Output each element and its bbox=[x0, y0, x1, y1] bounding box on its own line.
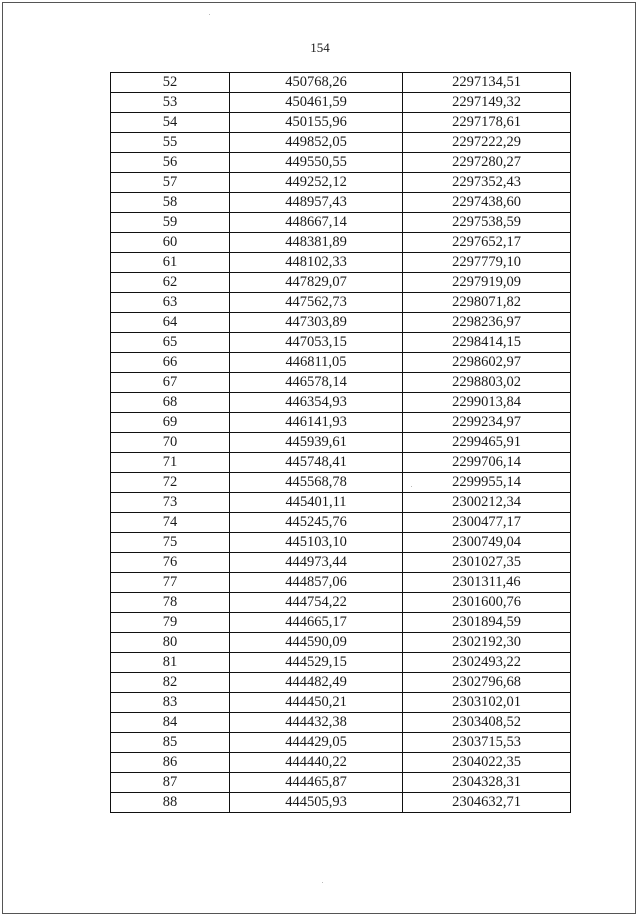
scan-speck bbox=[411, 486, 412, 487]
x-coordinate-cell: 445245,76 bbox=[230, 513, 403, 533]
scan-speck bbox=[322, 882, 323, 883]
point-number-cell: 53 bbox=[111, 93, 230, 113]
x-coordinate-cell: 449252,12 bbox=[230, 173, 403, 193]
point-number-cell: 52 bbox=[111, 73, 230, 93]
y-coordinate-cell: 2299465,91 bbox=[403, 433, 571, 453]
y-coordinate-cell: 2301311,46 bbox=[403, 573, 571, 593]
table-row bbox=[111, 593, 571, 613]
point-number-cell: 75 bbox=[111, 533, 230, 553]
x-coordinate-cell: 444529,15 bbox=[230, 653, 403, 673]
table-row bbox=[111, 653, 571, 673]
point-number-cell: 88 bbox=[111, 793, 230, 813]
y-coordinate-cell: 2297222,29 bbox=[403, 133, 571, 153]
table-row bbox=[111, 553, 571, 573]
table-row bbox=[111, 513, 571, 533]
x-coordinate-cell: 447562,73 bbox=[230, 293, 403, 313]
point-number-cell: 65 bbox=[111, 333, 230, 353]
table-row bbox=[111, 773, 571, 793]
point-number-cell: 77 bbox=[111, 573, 230, 593]
x-coordinate-cell: 444505,93 bbox=[230, 793, 403, 813]
x-coordinate-cell: 444465,87 bbox=[230, 773, 403, 793]
table-row bbox=[111, 333, 571, 353]
point-number-cell: 79 bbox=[111, 613, 230, 633]
y-coordinate-cell: 2302796,68 bbox=[403, 673, 571, 693]
y-coordinate-cell: 2298803,02 bbox=[403, 373, 571, 393]
table-row bbox=[111, 353, 571, 373]
point-number-cell: 72 bbox=[111, 473, 230, 493]
x-coordinate-cell: 444754,22 bbox=[230, 593, 403, 613]
y-coordinate-cell: 2298236,97 bbox=[403, 313, 571, 333]
y-coordinate-cell: 2301027,35 bbox=[403, 553, 571, 573]
table-row bbox=[111, 533, 571, 553]
y-coordinate-cell: 2303408,52 bbox=[403, 713, 571, 733]
table-row bbox=[111, 413, 571, 433]
x-coordinate-cell: 448381,89 bbox=[230, 233, 403, 253]
x-coordinate-cell: 447053,15 bbox=[230, 333, 403, 353]
y-coordinate-cell: 2303102,01 bbox=[403, 693, 571, 713]
table-row bbox=[111, 793, 571, 813]
table-row bbox=[111, 693, 571, 713]
table-row bbox=[111, 73, 571, 93]
point-number-cell: 68 bbox=[111, 393, 230, 413]
point-number-cell: 83 bbox=[111, 693, 230, 713]
y-coordinate-cell: 2299955,14 bbox=[403, 473, 571, 493]
table-row bbox=[111, 193, 571, 213]
table-row bbox=[111, 453, 571, 473]
point-number-cell: 55 bbox=[111, 133, 230, 153]
x-coordinate-cell: 445103,10 bbox=[230, 533, 403, 553]
point-number-cell: 63 bbox=[111, 293, 230, 313]
x-coordinate-cell: 445748,41 bbox=[230, 453, 403, 473]
table-row bbox=[111, 113, 571, 133]
point-number-cell: 59 bbox=[111, 213, 230, 233]
y-coordinate-cell: 2297438,60 bbox=[403, 193, 571, 213]
table-row bbox=[111, 573, 571, 593]
table-row bbox=[111, 713, 571, 733]
table-row bbox=[111, 673, 571, 693]
y-coordinate-cell: 2304022,35 bbox=[403, 753, 571, 773]
x-coordinate-cell: 444432,38 bbox=[230, 713, 403, 733]
x-coordinate-cell: 448667,14 bbox=[230, 213, 403, 233]
table-row bbox=[111, 373, 571, 393]
table-row bbox=[111, 433, 571, 453]
x-coordinate-cell: 446141,93 bbox=[230, 413, 403, 433]
y-coordinate-cell: 2297178,61 bbox=[403, 113, 571, 133]
table-row bbox=[111, 293, 571, 313]
point-number-cell: 86 bbox=[111, 753, 230, 773]
y-coordinate-cell: 2304328,31 bbox=[403, 773, 571, 793]
y-coordinate-cell: 2300749,04 bbox=[403, 533, 571, 553]
point-number-cell: 62 bbox=[111, 273, 230, 293]
page-number: 154 bbox=[310, 40, 330, 55]
x-coordinate-cell: 444857,06 bbox=[230, 573, 403, 593]
point-number-cell: 78 bbox=[111, 593, 230, 613]
point-number-cell: 76 bbox=[111, 553, 230, 573]
point-number-cell: 67 bbox=[111, 373, 230, 393]
point-number-cell: 64 bbox=[111, 313, 230, 333]
point-number-cell: 84 bbox=[111, 713, 230, 733]
y-coordinate-cell: 2301894,59 bbox=[403, 613, 571, 633]
table-row bbox=[111, 93, 571, 113]
table-row bbox=[111, 253, 571, 273]
x-coordinate-cell: 445568,78 bbox=[230, 473, 403, 493]
x-coordinate-cell: 444973,44 bbox=[230, 553, 403, 573]
point-number-cell: 74 bbox=[111, 513, 230, 533]
x-coordinate-cell: 447829,07 bbox=[230, 273, 403, 293]
y-coordinate-cell: 2300477,17 bbox=[403, 513, 571, 533]
point-number-cell: 70 bbox=[111, 433, 230, 453]
x-coordinate-cell: 448957,43 bbox=[230, 193, 403, 213]
y-coordinate-cell: 2297134,51 bbox=[403, 73, 571, 93]
y-coordinate-cell: 2300212,34 bbox=[403, 493, 571, 513]
y-coordinate-cell: 2297352,43 bbox=[403, 173, 571, 193]
x-coordinate-cell: 446578,14 bbox=[230, 373, 403, 393]
point-number-cell: 69 bbox=[111, 413, 230, 433]
coordinates-table bbox=[110, 72, 571, 813]
scan-speck bbox=[209, 14, 210, 15]
point-number-cell: 71 bbox=[111, 453, 230, 473]
x-coordinate-cell: 450768,26 bbox=[230, 73, 403, 93]
y-coordinate-cell: 2297652,17 bbox=[403, 233, 571, 253]
y-coordinate-cell: 2298602,97 bbox=[403, 353, 571, 373]
table-row bbox=[111, 613, 571, 633]
table-row bbox=[111, 473, 571, 493]
point-number-cell: 80 bbox=[111, 633, 230, 653]
table-row bbox=[111, 233, 571, 253]
y-coordinate-cell: 2297280,27 bbox=[403, 153, 571, 173]
table-row bbox=[111, 173, 571, 193]
table-row bbox=[111, 493, 571, 513]
table-row bbox=[111, 213, 571, 233]
x-coordinate-cell: 450155,96 bbox=[230, 113, 403, 133]
y-coordinate-cell: 2297149,32 bbox=[403, 93, 571, 113]
x-coordinate-cell: 447303,89 bbox=[230, 313, 403, 333]
point-number-cell: 56 bbox=[111, 153, 230, 173]
x-coordinate-cell: 444450,21 bbox=[230, 693, 403, 713]
y-coordinate-cell: 2299013,84 bbox=[403, 393, 571, 413]
x-coordinate-cell: 449550,55 bbox=[230, 153, 403, 173]
y-coordinate-cell: 2304632,71 bbox=[403, 793, 571, 813]
y-coordinate-cell: 2301600,76 bbox=[403, 593, 571, 613]
point-number-cell: 85 bbox=[111, 733, 230, 753]
point-number-cell: 87 bbox=[111, 773, 230, 793]
coordinates-table-body bbox=[111, 73, 571, 813]
x-coordinate-cell: 445939,61 bbox=[230, 433, 403, 453]
point-number-cell: 81 bbox=[111, 653, 230, 673]
point-number-cell: 82 bbox=[111, 673, 230, 693]
x-coordinate-cell: 444590,09 bbox=[230, 633, 403, 653]
y-coordinate-cell: 2299234,97 bbox=[403, 413, 571, 433]
x-coordinate-cell: 450461,59 bbox=[230, 93, 403, 113]
y-coordinate-cell: 2303715,53 bbox=[403, 733, 571, 753]
x-coordinate-cell: 448102,33 bbox=[230, 253, 403, 273]
y-coordinate-cell: 2297779,10 bbox=[403, 253, 571, 273]
table-row bbox=[111, 733, 571, 753]
table-row bbox=[111, 753, 571, 773]
table-row bbox=[111, 273, 571, 293]
table-row bbox=[111, 153, 571, 173]
y-coordinate-cell: 2299706,14 bbox=[403, 453, 571, 473]
point-number-cell: 61 bbox=[111, 253, 230, 273]
point-number-cell: 57 bbox=[111, 173, 230, 193]
point-number-cell: 66 bbox=[111, 353, 230, 373]
x-coordinate-cell: 444665,17 bbox=[230, 613, 403, 633]
table-row bbox=[111, 633, 571, 653]
x-coordinate-cell: 446354,93 bbox=[230, 393, 403, 413]
point-number-cell: 58 bbox=[111, 193, 230, 213]
table-row bbox=[111, 393, 571, 413]
point-number-cell: 73 bbox=[111, 493, 230, 513]
point-number-cell: 60 bbox=[111, 233, 230, 253]
x-coordinate-cell: 444429,05 bbox=[230, 733, 403, 753]
table-row bbox=[111, 313, 571, 333]
x-coordinate-cell: 444482,49 bbox=[230, 673, 403, 693]
y-coordinate-cell: 2302192,30 bbox=[403, 633, 571, 653]
y-coordinate-cell: 2298414,15 bbox=[403, 333, 571, 353]
point-number-cell: 54 bbox=[111, 113, 230, 133]
x-coordinate-cell: 446811,05 bbox=[230, 353, 403, 373]
table-row bbox=[111, 133, 571, 153]
y-coordinate-cell: 2297538,59 bbox=[403, 213, 571, 233]
y-coordinate-cell: 2298071,82 bbox=[403, 293, 571, 313]
y-coordinate-cell: 2302493,22 bbox=[403, 653, 571, 673]
x-coordinate-cell: 444440,22 bbox=[230, 753, 403, 773]
x-coordinate-cell: 445401,11 bbox=[230, 493, 403, 513]
y-coordinate-cell: 2297919,09 bbox=[403, 273, 571, 293]
x-coordinate-cell: 449852,05 bbox=[230, 133, 403, 153]
